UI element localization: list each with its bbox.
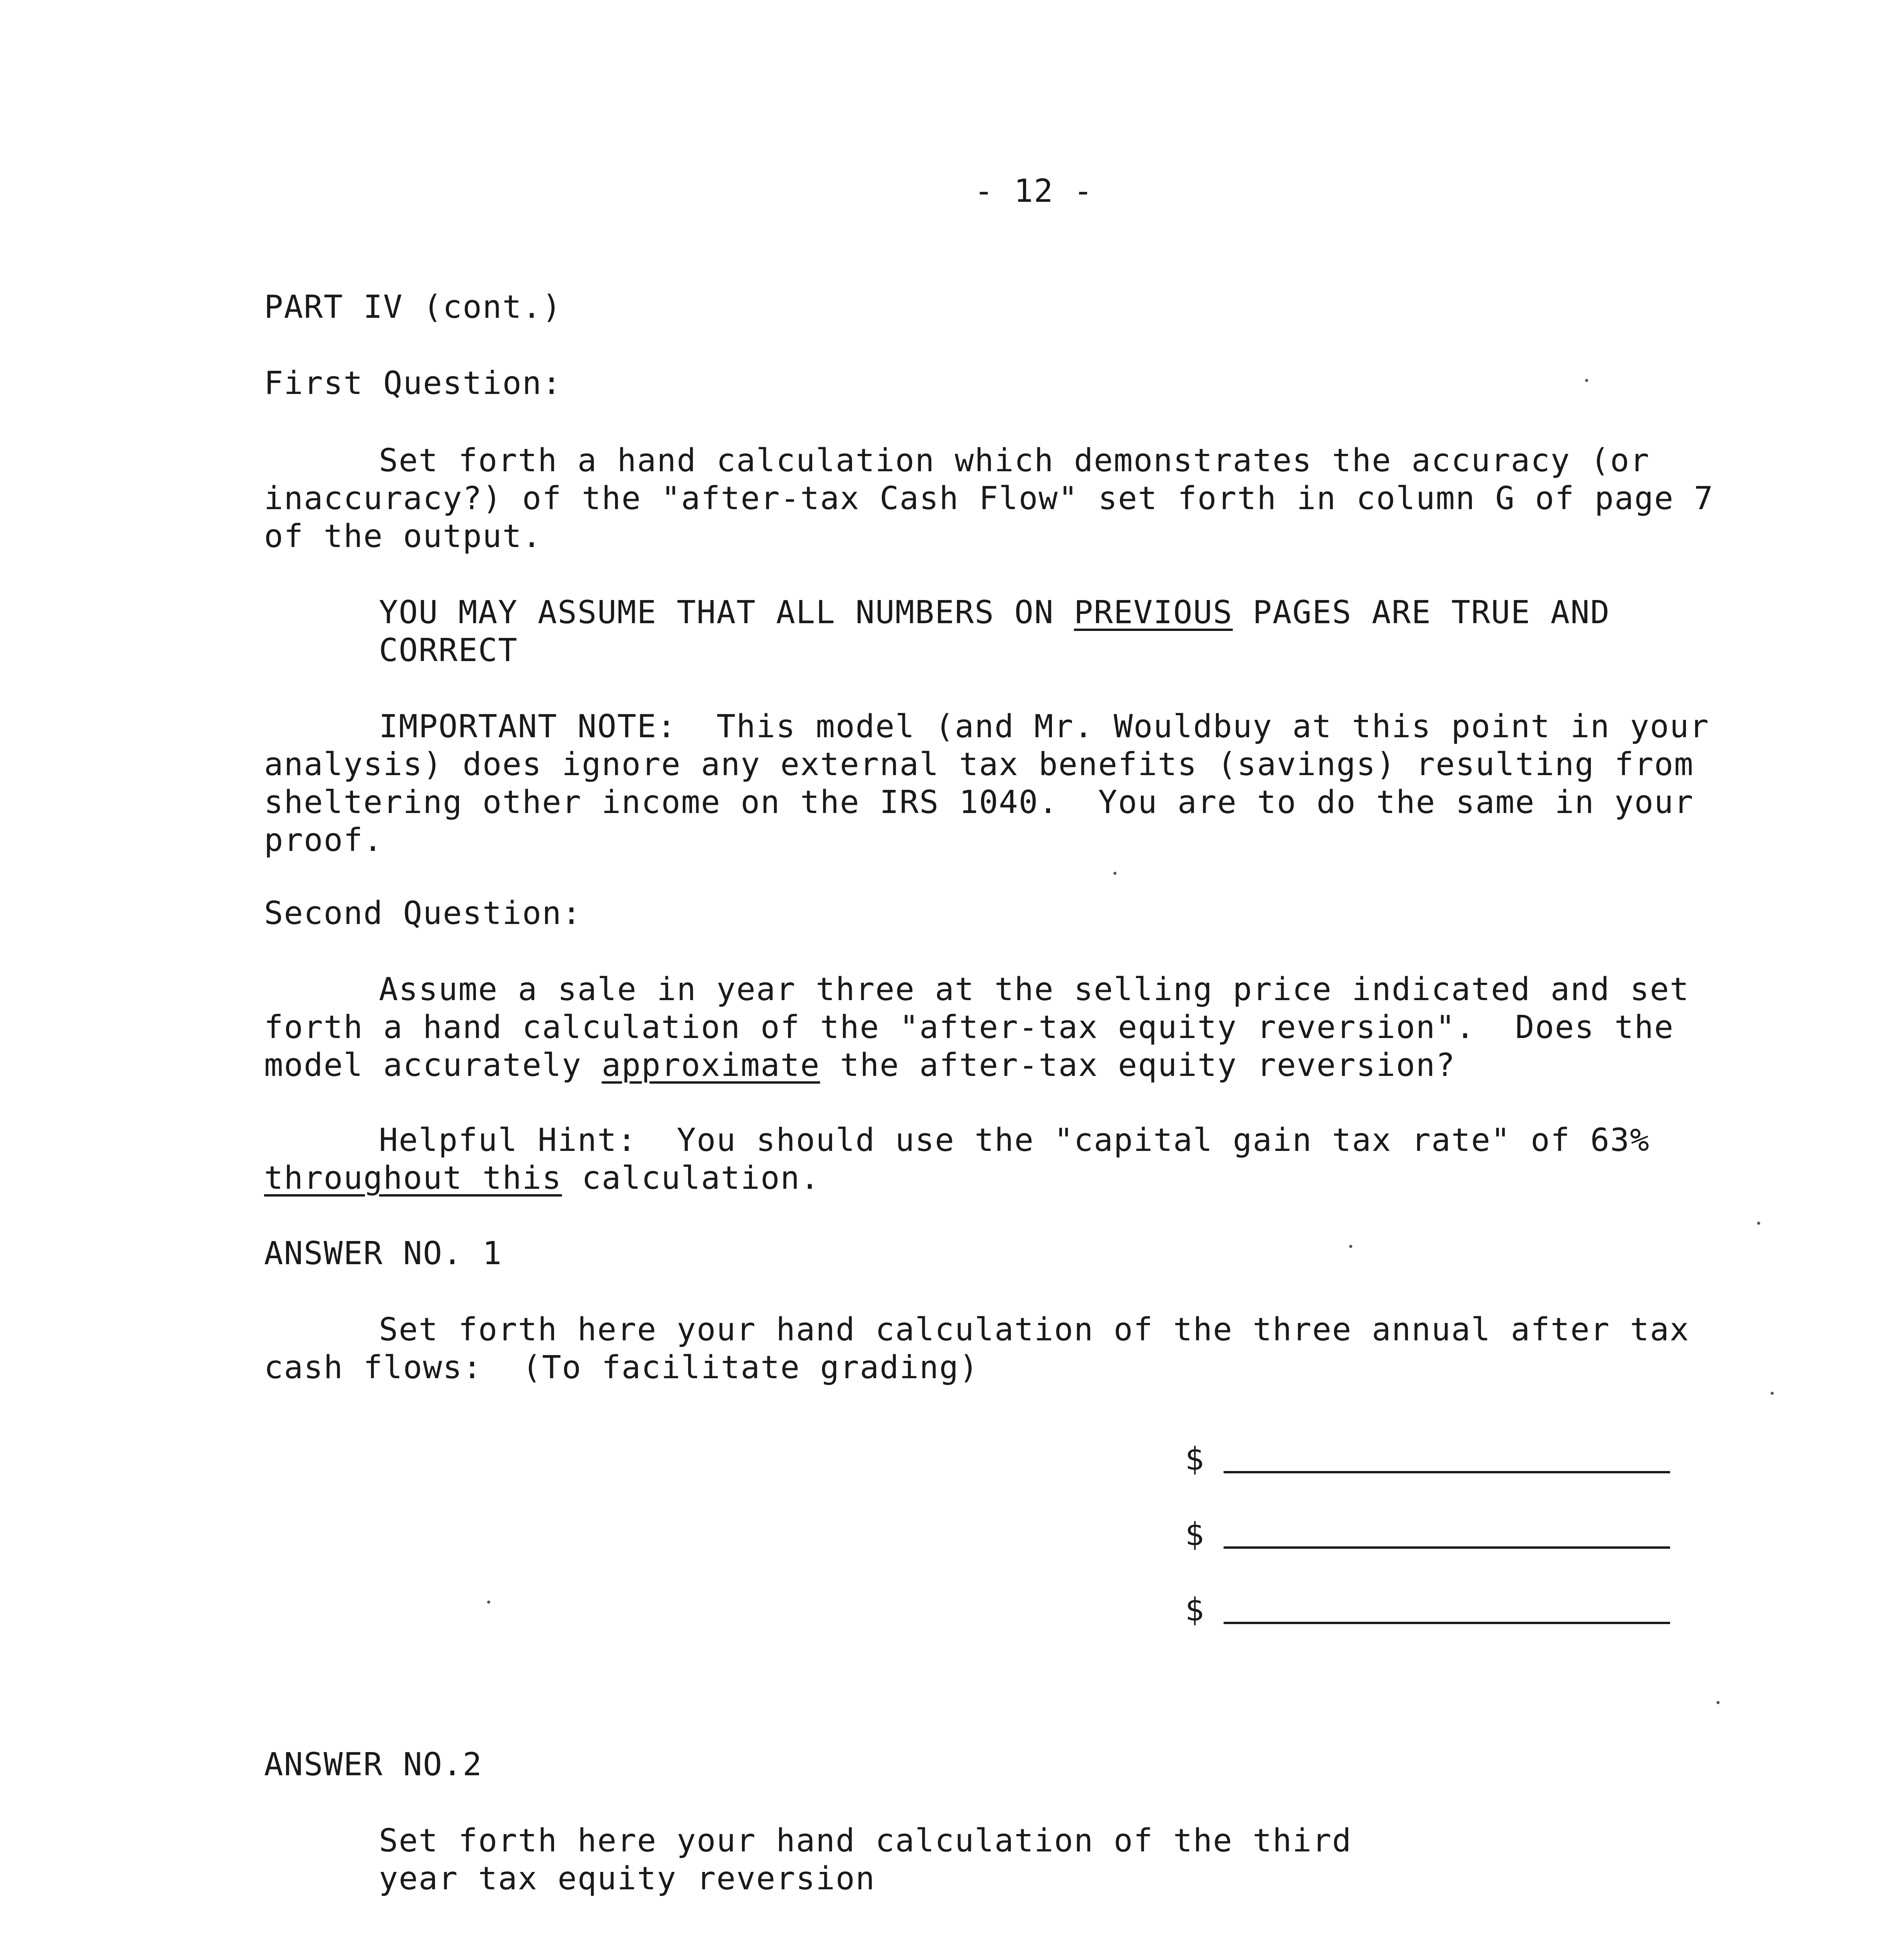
answer-2-heading: ANSWER NO.2: [264, 1746, 483, 1783]
scan-speck: [1113, 872, 1116, 875]
answer-1-heading: ANSWER NO. 1: [264, 1235, 503, 1272]
underlined-previous: PREVIOUS: [1074, 594, 1233, 631]
scan-speck: [1349, 1245, 1352, 1248]
important-note-line-2: analysis) does ignore any external tax benefits (savings) resulting from: [264, 746, 1694, 783]
first-question-para-line-3: of the output.: [264, 518, 542, 555]
answer-1-blank-1[interactable]: [1224, 1471, 1670, 1473]
answer-1-line-2: cash flows: (To facilitate grading): [264, 1349, 979, 1386]
answer-1-blank-2[interactable]: [1224, 1546, 1670, 1549]
scan-speck: [1771, 1392, 1774, 1395]
important-note-line-3: sheltering other income on the IRS 1040. You are to do the same in your: [264, 784, 1694, 821]
answer-1-dollar-sign-2: $: [1185, 1516, 1205, 1553]
page-number: - 12 -: [974, 173, 1094, 210]
answer-1-dollar-sign-1: $: [1185, 1441, 1205, 1478]
scan-speck: [1716, 1701, 1720, 1704]
underlined-approximate: approximate: [602, 1047, 820, 1084]
important-note-line-4: proof.: [264, 822, 384, 859]
second-question-line-2: forth a hand calculation of the "after-tax equity reversion". Does the: [264, 1009, 1674, 1046]
second-question-line-1: Assume a sale in year three at the selling price indicated and set: [379, 971, 1690, 1008]
scan-speck: [1585, 379, 1588, 382]
scan-speck: [487, 1601, 490, 1604]
underlined-throughout-this: throughout this: [264, 1160, 562, 1197]
helpful-hint-line-1: Helpful Hint: You should use the "capital gain tax rate" of 63%: [379, 1122, 1650, 1159]
first-question-heading: First Question:: [264, 365, 562, 402]
assume-statement: YOU MAY ASSUME THAT ALL NUMBERS ON PREVIOUS PAGES ARE TRUE AND: [379, 594, 1610, 631]
scan-speck: [1757, 1222, 1760, 1225]
second-question-line-3: model accurately approximate the after-tax equity reversion?: [264, 1047, 1456, 1084]
part-heading: PART IV (cont.): [264, 289, 562, 326]
answer-2-line-1: Set forth here your hand calculation of the third: [379, 1822, 1352, 1859]
first-question-para-line-1: Set forth a hand calculation which demonstrates the accuracy (or: [379, 442, 1650, 479]
assume-statement-line-2: CORRECT: [379, 632, 518, 669]
second-question-heading: Second Question:: [264, 895, 582, 932]
answer-1-blank-3[interactable]: [1224, 1622, 1670, 1624]
first-question-para-line-2: inaccuracy?) of the "after-tax Cash Flow" set forth in column G of page 7: [264, 480, 1714, 517]
answer-1-line-1: Set forth here your hand calculation of the three annual after tax: [379, 1311, 1690, 1348]
helpful-hint-line-2: throughout this calculation.: [264, 1160, 820, 1197]
answer-1-dollar-sign-3: $: [1185, 1592, 1205, 1628]
answer-2-line-2: year tax equity reversion: [379, 1860, 876, 1897]
important-note-line-1: IMPORTANT NOTE: This model (and Mr. Wouldbuy at this point in your: [379, 708, 1710, 745]
